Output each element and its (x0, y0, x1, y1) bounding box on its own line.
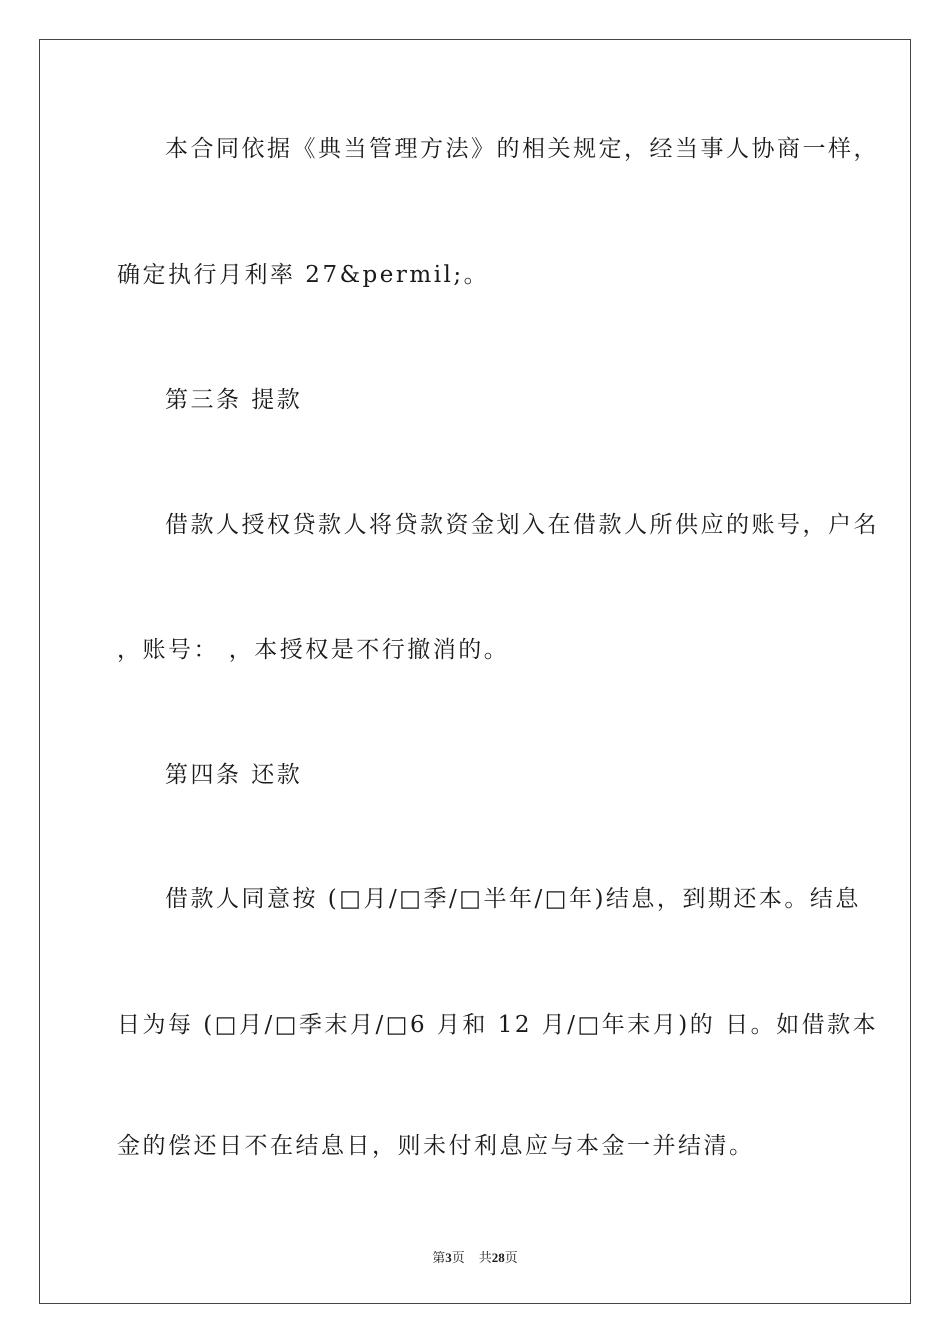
paragraph-line-2: 确定执行月利率 27&permil;。 (117, 262, 490, 288)
paragraph-line-6: 日为每 (□月/□季末月/□6 月和 12 月/□年末月)的 日。如借款本 (117, 1012, 879, 1038)
page-prefix: 第 (432, 1250, 446, 1265)
page-number: 3 (445, 1250, 452, 1265)
paragraph-line-7: 金的偿还日不在结息日，则未付利息应与本金一并结清。 (117, 1133, 755, 1159)
page-unit: 页 (451, 1250, 465, 1265)
total-prefix: 共 (478, 1250, 492, 1265)
page-footer (0, 1247, 950, 1266)
paragraph-line-5: 借款人同意按 (□月/□季/□半年/□年)结息，到期还本。结息 (165, 886, 861, 912)
paragraph-line-3: 借款人授权贷款人将贷款资金划入在借款人所供应的账号，户名 (165, 512, 879, 538)
section-heading-article-3: 第三条 提款 (165, 387, 303, 413)
paragraph-line-1: 本合同依据《典当管理方法》的相关规定，经当事人协商一样， (165, 136, 879, 162)
page-border (39, 39, 911, 1304)
paragraph-line-4: ，账号： ，本授权是不行撤消的。 (117, 637, 510, 663)
total-pages: 28 (491, 1250, 505, 1265)
section-heading-article-4: 第四条 还款 (165, 762, 303, 788)
total-unit: 页 (504, 1250, 518, 1265)
